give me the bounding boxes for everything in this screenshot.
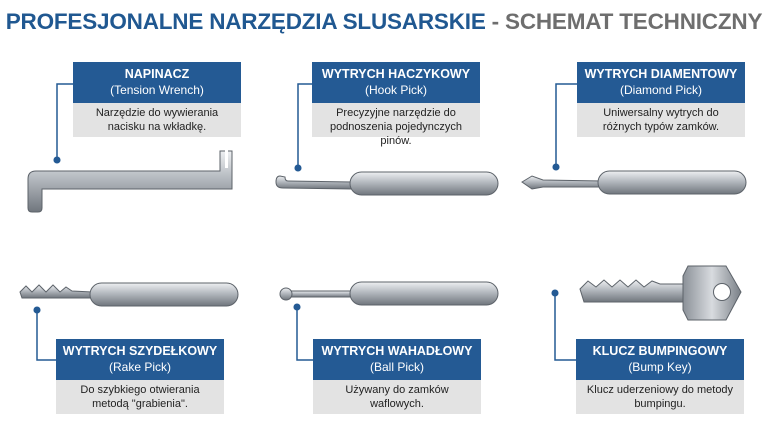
tool-description: Używany do zamków waflowych. bbox=[313, 380, 481, 414]
title-main: PROFESJONALNE NARZĘDZIA SLUSARSKIE bbox=[5, 9, 486, 34]
tool-name: NAPINACZ bbox=[124, 67, 190, 81]
tool-card-header bbox=[576, 339, 744, 380]
tool-english-name: (Diamond Pick) bbox=[619, 83, 703, 97]
tool-card-tension bbox=[73, 62, 241, 137]
tool-name: WYTRYCH SZYDEŁKOWY bbox=[62, 344, 218, 358]
tool-description: Do szybkiego otwierania metodą "grabienia". bbox=[56, 380, 224, 414]
tool-name: KLUCZ BUMPINGOWY bbox=[592, 344, 728, 358]
tool-card-header bbox=[577, 62, 745, 103]
diamond-pick-icon bbox=[522, 171, 746, 194]
title-sub: SCHEMAT TECHNICZNY bbox=[505, 9, 763, 34]
connector-rake bbox=[37, 310, 56, 360]
tool-description: Precyzyjne narzędzie do podnoszenia pojedynczych pinów. bbox=[312, 103, 480, 137]
tool-card-bump bbox=[576, 339, 744, 414]
tool-english-name: (Bump Key) bbox=[628, 360, 692, 374]
tool-description: Klucz uderzeniowy do metody bumpingu. bbox=[576, 380, 744, 414]
tool-card-rake bbox=[56, 339, 224, 414]
bump-key-icon bbox=[580, 266, 741, 320]
ball-pick-icon bbox=[280, 282, 498, 305]
tool-name: WYTRYCH WAHADŁOWY bbox=[321, 344, 473, 358]
tool-description: Uniwersalny wytrych do różnych typów zamków. bbox=[577, 103, 745, 137]
hook-pick-icon bbox=[276, 172, 498, 195]
tool-name: WYTRYCH DIAMENTOWY bbox=[584, 67, 738, 81]
tool-english-name: (Hook Pick) bbox=[364, 83, 427, 97]
connector-tension bbox=[57, 84, 73, 160]
tool-english-name: (Ball Pick) bbox=[369, 360, 424, 374]
tool-card-header bbox=[313, 339, 481, 380]
tool-card-header bbox=[73, 62, 241, 103]
connector-bump bbox=[555, 293, 576, 360]
rake-pick-icon bbox=[20, 283, 238, 306]
connector-diamond bbox=[556, 84, 577, 167]
tool-card-diamond bbox=[577, 62, 745, 137]
tool-english-name: (Rake Pick) bbox=[108, 360, 171, 374]
tool-card-header bbox=[56, 339, 224, 380]
tool-card-hook bbox=[312, 62, 480, 147]
tool-name: WYTRYCH HACZYKOWY bbox=[321, 67, 471, 81]
tool-card-ball bbox=[313, 339, 481, 414]
tool-card-header bbox=[312, 62, 480, 103]
connector-ball bbox=[297, 307, 313, 360]
tool-description: Narzędzie do wywierania nacisku na wkładkę. bbox=[73, 103, 241, 137]
connector-hook bbox=[298, 84, 312, 168]
title-separator: - bbox=[485, 9, 506, 34]
tool-english-name: (Tension Wrench) bbox=[110, 83, 204, 97]
